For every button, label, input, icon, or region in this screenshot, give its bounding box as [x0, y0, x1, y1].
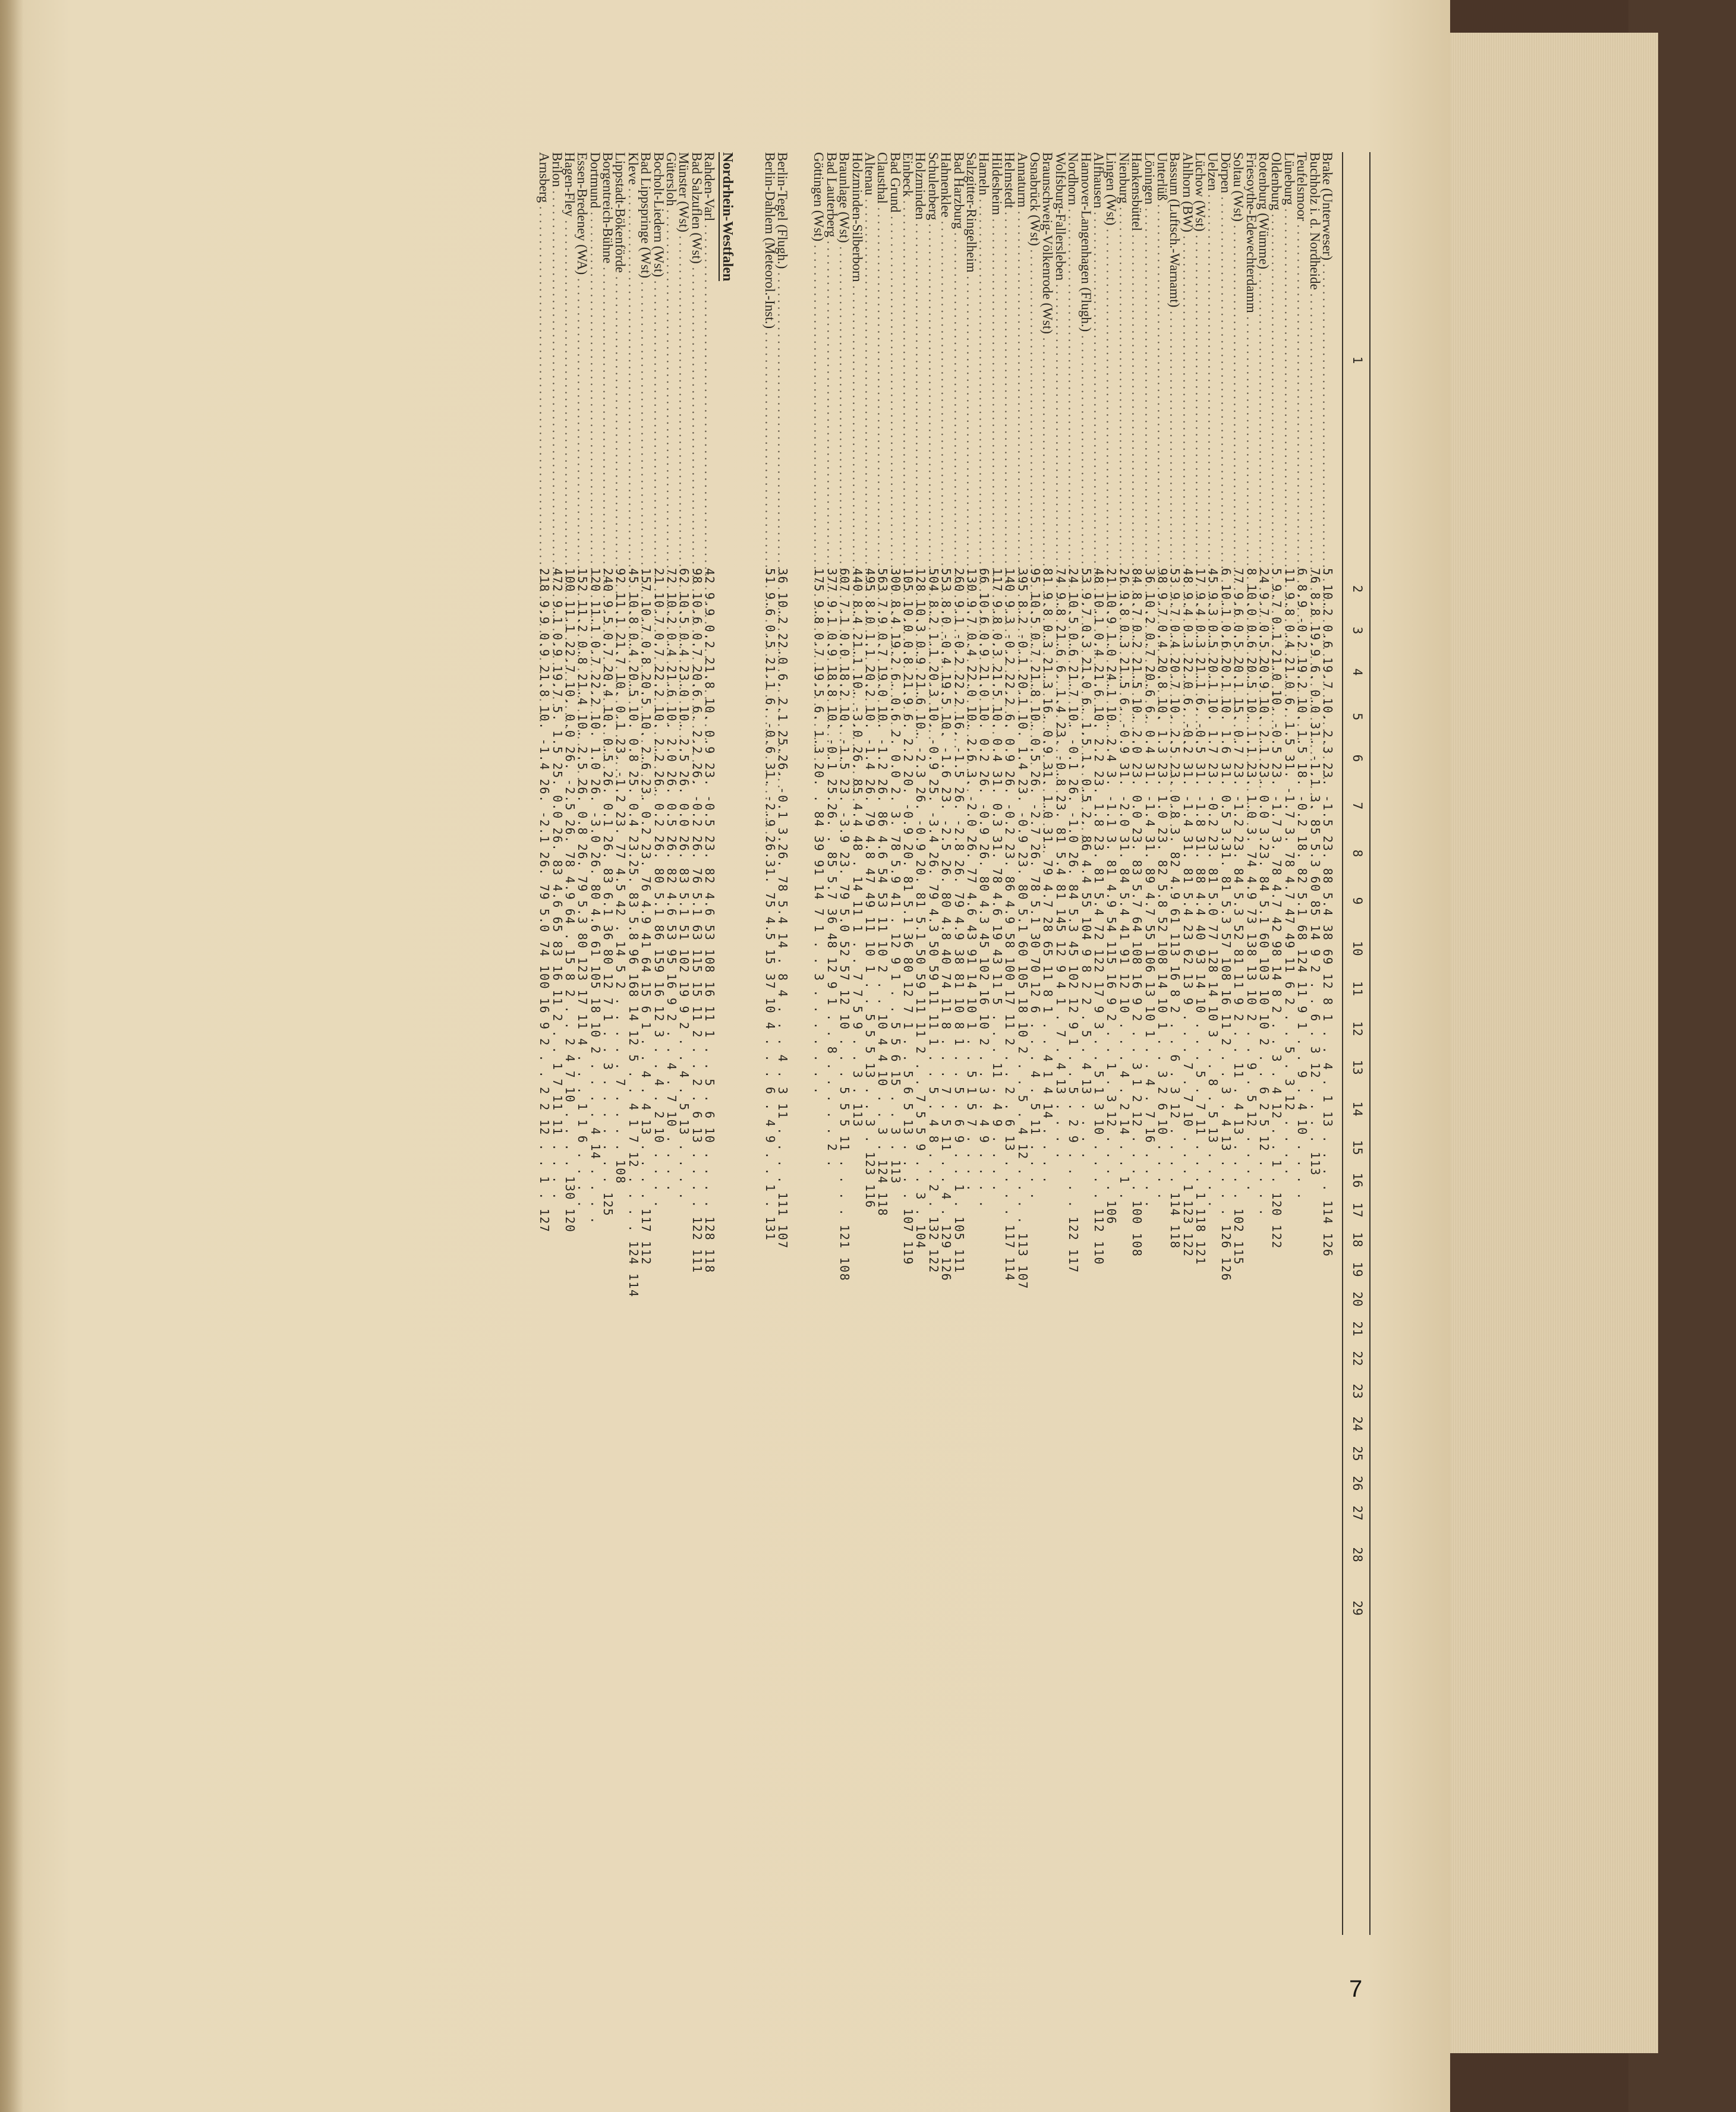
station-values: 48 9.4 0.3 22.0 6. -0.2 31. -1.4 31. 81 5.4 23 62 13 9 . . . 7 . 7 10 . . . 1 123 122	[1180, 568, 1195, 1257]
column-number: 22	[1350, 1351, 1365, 1366]
station-values: 120 11.1 0.7 22.2 10. 1.0 26. -3.0 26. 80 4.6 61 105 18 10 2 . . . . 4 14 . . . .	[588, 568, 603, 1225]
station-name: Berlin-Dahlem (Meteorol.-Inst.) . . .	[763, 152, 776, 568]
group-spacer	[789, 152, 812, 1935]
station-name: Hameln . . .	[978, 152, 990, 568]
station-values: 504 8.2 1.1 20.3 10. -0.9 25. -3.4 26. 79 4.3 50 59 11 11 1 . . 5 . 4 8 . . 2 . 132 122	[926, 568, 941, 1273]
table-row	[1181, 152, 1193, 1935]
station-name: Altenau . . .	[864, 152, 876, 568]
page-block-edge	[1438, 33, 1658, 2053]
station-group-berlin	[763, 152, 789, 1935]
station-name: Brilon . . .	[550, 152, 563, 568]
table-row	[601, 152, 614, 1935]
table-row	[876, 152, 889, 1935]
station-name: Münster (Wst) . . .	[678, 152, 690, 568]
station-name: Helmstedt . . .	[1003, 152, 1016, 568]
station-values: 84 8.7 0.2 21.5 10. 2.0 23. 0.0 23. 83 5.7 64 108 16 9 2 . . 3 1 2 12 . . . . 100 108	[1130, 568, 1145, 1257]
station-values: 53 9.7 0.4 20.7 10. 2.5 23. 0.8 3. 82 4.9 61 113 16 8 2 . . 6 . 3 12 . . . . 114 118	[1168, 568, 1183, 1249]
column-number: 12	[1350, 1021, 1365, 1036]
station-values: 377 9.1 0.9 18.8 10. -0.1 25.26. . 85 5.7 36 48 12 9 1 . . 8 . . . . . 2 .	[824, 568, 839, 1168]
station-name: Uelzen . . .	[1206, 152, 1219, 568]
column-number: 17	[1350, 1202, 1365, 1218]
station-group-nordrhein-westfalen	[538, 152, 716, 1935]
station-name: Bocholt-Liedern (Wst) . . .	[652, 152, 664, 568]
station-values: 300 8.4 19.2 6. 0.6 2. 0.0 2. 3. 78 5.9 41 . 12 9 1 . . 5 5 6 15 . . 3 . 113	[888, 568, 903, 1184]
station-values: 117 9.8 0.3 21.5 10. 0.4 31. 0.3 31. 78 4.6 19 43 11 5 . . . 11 . 4 9 . . . .	[990, 568, 1004, 1193]
station-values: 21 10.9 1.0 24.1 10. 2.4 3. -1.1 3. 81 4.9 54 115 16 9 2 . . 1 . 3 12 . . . . 106	[1104, 568, 1119, 1225]
table-row	[825, 152, 837, 1935]
table-row	[1194, 152, 1206, 1935]
station-name: Einbeck . . .	[902, 152, 914, 568]
station-name: Nienburg . . .	[1117, 152, 1130, 568]
station-name: Nordhorn . . .	[1067, 152, 1079, 568]
station-values: 45 10.8 0.4 20.5 10. 0.8 25. 0.4 23.25. 83 5.8 96 168 14 12 5 . . 4 1 7 12 . . . . 124 114	[626, 568, 641, 1298]
station-name: Lippstadt-Bökenförde . . .	[614, 152, 626, 568]
table-row	[1079, 152, 1092, 1935]
station-name: Kleve . . .	[626, 152, 639, 568]
column-number: 20	[1350, 1291, 1365, 1307]
table-row	[1143, 152, 1155, 1935]
column-number: 11	[1350, 981, 1365, 997]
station-name: Holzminden-Silberborn . . .	[850, 152, 863, 568]
column-number: 2	[1350, 585, 1365, 593]
column-number: 18	[1350, 1232, 1365, 1247]
column-number: 14	[1350, 1101, 1365, 1117]
station-name: Teufelsmoor . . .	[1296, 152, 1308, 568]
table-row	[1067, 152, 1079, 1935]
table-row	[665, 152, 678, 1935]
station-values: 395 8.2 -0.1 20.1 10. 1.4 23. -0.9 23. 80 5.1 60 105 18 10 2 . . 5 . 4 12 . . . . 113 107	[1015, 568, 1030, 1290]
station-name: Bad Lauterberg . . .	[825, 152, 837, 568]
table-row	[927, 152, 940, 1935]
table-row	[563, 152, 576, 1935]
table-row	[978, 152, 990, 1935]
table-row	[652, 152, 664, 1935]
climate-data-table	[75, 152, 1370, 1935]
table-row	[1168, 152, 1181, 1935]
station-name: Lingen (Wst) . . .	[1105, 152, 1117, 568]
table-row	[678, 152, 690, 1935]
table-row	[952, 152, 965, 1935]
column-number: 29	[1350, 1600, 1365, 1616]
column-number: 26	[1350, 1476, 1365, 1491]
column-number: 9	[1350, 897, 1365, 905]
group-spacer	[739, 152, 763, 1935]
station-name: Bad Lippspringe (Wst) . . .	[639, 152, 652, 568]
station-values: 98 9.7 0.4 20.8 10. 1.3 23. 1.0 23. 82 5.8 52 108 14 10 1 . . 3 2 6 10 . . . .	[1155, 568, 1170, 1200]
station-values: 5 10.2 0.6 19.7 10. 2.3 23. -1.5 23. 88 5.4 38 69 12 8 1 . . 4 . 1 13 . . . . 114 126	[1321, 568, 1335, 1257]
station-values: 36 10.2 0.7 20.6 6. 0.4 31. -1.4 31. 89 4.7 55 106 13 10 1 . . 4 . 7 16 . . . .	[1142, 568, 1157, 1209]
section-title: Nordrhein-Westfalen	[720, 152, 736, 282]
column-header-row	[1347, 152, 1365, 1635]
station-name: Bad Salzuflen (Wst) . . .	[690, 152, 702, 568]
table-row	[1308, 152, 1321, 1935]
station-name: Arnsberg . . .	[538, 152, 550, 568]
station-values: 11 9.8 0.4 21.0 6. 1.5 31. -1.7 3. 78 4.7 47 49 11 6 2 . . 5 . 3 12 . . . .	[1282, 568, 1297, 1177]
column-number: 6	[1350, 754, 1365, 762]
station-values: 17 9.4 0.3 21.1 6. -0.5 31. -1.8 31. 88 4.4 40 93 14 10 . . . 5 . 7 11 . . . 1 118 121	[1193, 568, 1208, 1266]
table-row	[864, 152, 876, 1935]
station-values: 66 10.6 0.9 21.0 10. 0.2 26. -0.9 26. 80 4.3 45 102 16 10 2 . . 3 . 4 9 . . . .	[977, 568, 992, 1209]
station-values: 42 9.9 0.2 21.8 10. 0.9 23. -0.5 23. 82 4.6 53 108 16 11 1 . . 5 . 6 10 . . . . 128 118	[702, 568, 717, 1273]
table-row	[1092, 152, 1105, 1935]
table-row	[914, 152, 927, 1935]
station-name: Hildesheim . . .	[990, 152, 1003, 568]
station-values: 140 9.3 -0.2 22.2 6. 0.9 26. -0.2 23. 86 4.9 58 100 17 11 2 . . 2 . 6 13 . . . . 117 114	[1003, 568, 1017, 1282]
station-values: 472 9.1 0.9 19.7 5. 1.5 25. 0.0 26. 83 4.6 65 83 16 11 2 . . 1 7 11 11 . . . .	[550, 568, 565, 1200]
column-number: 28	[1350, 1547, 1365, 1562]
column-number: 25	[1350, 1446, 1365, 1461]
table-row	[965, 152, 978, 1935]
table-row	[902, 152, 914, 1935]
table-row	[639, 152, 652, 1935]
station-values: 24 9.7 0.5 20.9 10. 2.1 23. 0.0 3.23. 84 5.1 60 103 10 10 2 . . 6 2 5 12 . . . .	[1257, 568, 1272, 1217]
column-number: 23	[1350, 1383, 1365, 1399]
station-values: 24 10.5 0.6 21.7 10. -0.1 26. -1.0 26. 84 5.3 45 102 12 9 1 . . 5 . 2 9 . . . . 122 117	[1066, 568, 1081, 1273]
column-number: 1	[1350, 356, 1365, 364]
station-name: Buchholz i. d. Nordheide . . .	[1308, 152, 1321, 568]
table-row	[1130, 152, 1143, 1935]
station-values: 77 9.6 0.5 20.1 15. 0.7 23. -1.2 23. 84 5.3 52 81 11 9 2 . . 11 . 4 13 . . . . 102 115	[1231, 568, 1246, 1266]
column-number: 7	[1350, 802, 1365, 810]
table-row	[889, 152, 901, 1935]
station-name: Hannover-Langenhagen (Flugh.) . . .	[1079, 152, 1092, 568]
station-name: Osnabrück (Wst) . . .	[1029, 152, 1041, 568]
table-row	[1206, 152, 1219, 1935]
station-name: Rotenburg (Wümme) . . .	[1258, 152, 1270, 568]
station-values: 92 11.1 21.7 10. 0.1 23. -1.2 23. 77 4.5 42 . 14 5 2 . . . . . 7 . . . . 108	[613, 568, 628, 1184]
station-name: Schulenberg . . .	[927, 152, 940, 568]
station-name: Lüneburg . . .	[1283, 152, 1295, 568]
column-number: 10	[1350, 941, 1365, 956]
table-row	[850, 152, 863, 1935]
station-values: 76 8.8 19.9 6. 0.0 31. -1.1 3. 85 5.3 60 85 14 9 2 . . 6 . 3 12 . . . . 113	[1307, 568, 1322, 1177]
station-name: Hankensbüttel . . .	[1130, 152, 1143, 568]
station-name: Ahlhorn (BW) . . .	[1181, 152, 1193, 568]
table-row	[1105, 152, 1117, 1935]
column-number: 16	[1350, 1172, 1365, 1188]
column-number: 4	[1350, 668, 1365, 676]
table-row	[703, 152, 716, 1935]
column-number: 19	[1350, 1262, 1365, 1277]
station-values: 62 10.5 0.4 23.0 10. 2.5 26. 0.0 26. 83 5.1 51 102 19 9 2 . . 4 . 5 13 . . . .	[677, 568, 692, 1200]
table-body	[538, 152, 1334, 1935]
column-number: 13	[1350, 1060, 1365, 1075]
station-name: Dörpen . . .	[1219, 152, 1231, 568]
station-values: 8 10.0 0.6 20.5 10. 1.1 23. 1.0 3. 74 4.9 73 138 13 10 2 . . 9 . 5 12 . . . .	[1244, 568, 1259, 1193]
station-values: 26 9.8 0.3 21.5 6. -0.9 31. -2.0 31. 84 5.4 41 91 12 10 . . . 4 . 2 14 . . 1 .	[1117, 568, 1132, 1200]
station-name: Hahnenklee . . .	[940, 152, 952, 568]
table-row	[1029, 152, 1041, 1935]
station-values: 553 8.0 -0.4 19.5 10. -1.6 23. -2.5 26. 80 4.8 40 74 11 8 . . . 7 . 5 11 . . 4 . 129 126	[939, 568, 954, 1282]
station-name: Gütersloh . . .	[665, 152, 678, 568]
table-row	[1283, 152, 1295, 1935]
station-values: 6 10.1 0.6 20.1 10. 1.6 31. 0.5 3.31. 81 5.3 57 108 16 11 2 . . 3 . 4 13 . . . . 126 126	[1218, 568, 1233, 1282]
table-row	[614, 152, 626, 1935]
station-name: Braunschweig-Völkenrode (Wst) . . .	[1041, 152, 1054, 568]
header-rule-bottom	[1342, 152, 1343, 1935]
table-row	[812, 152, 825, 1935]
station-values: 95 10.5 0.7 21.8 10. 0.5 26. -2.7 26. 78 5.1 30 70 12 6 . . . 4 . 5 11 . . . .	[1028, 568, 1043, 1200]
table-row	[588, 152, 601, 1935]
station-values: 175 9.8 0.7 19.5 6. 1.3 20. . 84 39 91 14 7 1 . . 3 . . . . . . .	[812, 568, 827, 1095]
station-values: 36 10.2 22.0 6. 2.1 25.26. -0.1 3.26. 78 5.4 14 . 8 4 . . . 4 . 3 11 . . . . 111 107	[775, 568, 790, 1249]
table-row	[1156, 152, 1168, 1935]
station-name: Dortmund . . .	[588, 152, 601, 568]
table-row	[1219, 152, 1231, 1935]
station-name: Unterlüß . . .	[1156, 152, 1168, 568]
station-name: Löningen . . .	[1143, 152, 1155, 568]
station-values: 260 9.1 -0.2 22.2 16. -1.5 26. -2.8 26. 79 4.9 38 81 10 8 1 . . 5 . 6 9 . . 1 . 105 111	[952, 568, 966, 1273]
table-row	[1321, 152, 1334, 1935]
table-row	[1270, 152, 1283, 1935]
column-number: 3	[1350, 626, 1365, 635]
table-row	[1258, 152, 1270, 1935]
station-values: 440 8.4 21.1 10. -3.0 26. 85 4.4 48 . 14 11 1 . . 7 7 5 9 . . 3 . 113	[850, 568, 865, 1128]
station-values: 240 9.5 0.7 20.4 10. 0.5 26. 0.1 26. 83 6.1 36 80 12 7 1 . . 3 . . . . . . . 125	[601, 568, 616, 1217]
station-name: Berlin-Tegel (Flugh.) . . .	[776, 152, 789, 568]
station-values: 72 10.2 0.4 21.6 10. 2.0 26. 0.5 26. 82 4.6 53 95 16 9 2 . . 4 . 7 10 . . . .	[664, 568, 679, 1193]
column-number: 24	[1350, 1416, 1365, 1432]
table-row	[776, 152, 789, 1935]
station-values: 130 9.7 0.4 22.0 10. 2.6 3. -2.0 26. 77 4.6 43 91 14 10 1 . . 5 1 5 7 . . . .	[965, 568, 979, 1193]
station-name: Annaturm . . .	[1016, 152, 1028, 568]
table-row	[626, 152, 639, 1935]
station-name: Rahden-Varl . . .	[703, 152, 716, 568]
station-group-niedersachsen	[812, 152, 1334, 1935]
station-values: 98 10.6 0.7 20.6 6. 2.2 26. -0.2 26. 76 5.1 63 115 15 11 2 . . 2 . 6 13 . . . . 122 111	[689, 568, 704, 1273]
station-name: Bad Harzburg . . .	[952, 152, 965, 568]
station-values: 495 8.0 1.1 20.2 10. -1.4 26. 79 4.8 47 49 11 10 1 . . 5 5 5 13 . . 3 . 123 116	[862, 568, 877, 1209]
station-name: Göttingen (Wst) . . .	[812, 152, 825, 568]
table-row	[1003, 152, 1016, 1935]
station-values: 128 10.3 0.9 21.6 10. -2.3 26. -0.9 20. 81 5.1 50 59 11 11 2 . . 7 5 5 9 . . 3 . 104	[913, 568, 928, 1249]
table-row	[763, 152, 776, 1935]
column-number: 15	[1350, 1140, 1365, 1155]
table-row	[538, 152, 550, 1935]
station-name: Brake (Unterweser) . . .	[1321, 152, 1334, 568]
station-values: 218 9.9 0.9 21.8 10. -1.4 26. -2.1 26. 79 5.0 74 100 16 9 2 . . 2 2 12 . . 1 . 127	[537, 568, 552, 1233]
station-name: Bad Grund . . .	[889, 152, 901, 568]
header-rule-top	[1369, 152, 1370, 1935]
station-name: Clausthal . . .	[876, 152, 889, 568]
section-heading	[716, 152, 739, 1935]
station-values: 607 7.1 0.0 18.2 10. -1.5 23. -3.9 23. 79 5.0 52 57 12 10 . . . 5 5 5 11 . . . . 121 108	[837, 568, 852, 1282]
table-row	[1016, 152, 1028, 1935]
station-name: Borgentreich-Bühne . . .	[601, 152, 614, 568]
station-name: Salzgitter-Ringelheim . . .	[965, 152, 978, 568]
column-number: 21	[1350, 1321, 1365, 1336]
table-row	[1041, 152, 1054, 1935]
station-values: 5 9.7 0.1 21.0 10. -0.5 23. -1.7 3. 78 4.7 42 98 14 8 2 . . 3 . 4 12 . . 1 . 120 122	[1269, 568, 1284, 1249]
station-values: 6 8.9 -0.2 19.2 10. 1.5 18. -0.2 18. 82 5.1 68 124 11 9 1 . . 9 . 4 10 . . . .	[1295, 568, 1310, 1200]
station-name: Essen-Bredeney (WA) . . .	[576, 152, 588, 568]
table-row	[940, 152, 952, 1935]
station-values: 51 9.6 0.5 21.1 6. -0.6 31. -2.9 26.31. 75 4.5 15 37 10 4 . . . 6 . 4 9 . . 1 . 131	[763, 568, 777, 1241]
station-name: Wolfsburg-Fallersleben . . .	[1054, 152, 1066, 568]
page-number: 7	[1349, 1976, 1363, 2002]
station-name: Friesoythe-Edewechterdamm . . .	[1244, 152, 1257, 568]
station-name: Lüchow (Wst) . . .	[1194, 152, 1206, 568]
table-row	[1054, 152, 1066, 1935]
station-values: 45 9.3 0.5 20.1 10. 1.7 23. -0.2 23. 81 5.0 77 128 14 10 3 . . 8 . 5 13 . . . .	[1206, 568, 1221, 1209]
table-row	[550, 152, 563, 1935]
table-row	[1244, 152, 1257, 1935]
table-row	[838, 152, 850, 1935]
station-name: Alfhausen . . .	[1092, 152, 1105, 568]
station-name: Soltau (Wst) . . .	[1232, 152, 1244, 568]
station-values: 74 9.8 21.6 6. 1.4 23. -0.8 23. 81 5.4 81 145 12 9 4 1 . 7 . 4 13 . . . .	[1053, 568, 1068, 1160]
station-name: Bassum (Luftsch.-Warnamt) . . .	[1168, 152, 1181, 568]
station-values: 48 10.1 0.4 21.6 10. 2.2 23. 1.8 23. 81 5.4 72 122 17 9 3 . . 5 1 3 10 . . . . 112 110	[1091, 568, 1106, 1266]
station-values: 152 11.2 0.8 21.4 10. 2.5 26. 0.8 26. 79 5.3 80 123 17 11 4 . . . 1 1 6 . . . .	[575, 568, 590, 1209]
column-number: 27	[1350, 1505, 1365, 1521]
column-number: 8	[1350, 849, 1365, 858]
station-name: Holzminden . . .	[914, 152, 927, 568]
station-name: Oldenburg . . .	[1270, 152, 1283, 568]
station-name: Braunlage (Wst) . . .	[838, 152, 850, 568]
column-number: 5	[1350, 713, 1365, 721]
station-values: 53 9.7 0.3 21.0 6. 1.5 1. 0.5 2. 86 4.4 55 104 9 8 2 2 . 5 . 4 13 . . . .	[1079, 568, 1094, 1160]
spine-shadow	[0, 0, 24, 2112]
station-values: 81 9.8 0.3 21.3 16. 0.9 31. 1.0 31. 79 4.7 28 65 11 8 1 . . 4 1 4 14 . . . .	[1041, 568, 1056, 1184]
station-values: 21 10.7 0.7 22.2 10. 2.2 26. 0.2 26. 80 5.1 86 159 16 12 3 . . 4 . 2 10 . . . .	[651, 568, 666, 1209]
table-row	[576, 152, 588, 1935]
station-values: 100 11.1 22.7 10. 0.0 26. -2.5 26. 78 4.9 64 . 15 8 2 . . 2 4 7 10 . . . . 130 120	[562, 568, 577, 1233]
table-row	[990, 152, 1003, 1935]
station-values: 157 10.7 0.8 20.5 10. 2.6 23. 0.2 23. 76 4.9 41 64 15 6 1 . . 4 . 4 13 . . . . 117 112	[639, 568, 654, 1266]
table-row	[690, 152, 702, 1935]
table-row	[1117, 152, 1130, 1935]
station-values: 563 7.9 0.7 19.0 10. -1.2 26. 86 4.6 54 53 11 10 2 . . 10 4 4 10 . . 3 . 124 118	[875, 568, 890, 1217]
table-row	[1232, 152, 1244, 1935]
station-values: 105 10.0 0.8 21.9 6. 2.2 20. -0.9 20. 81 5.1 36 80 12 7 1 . . 5 6 5 13 . . . . 107 119	[901, 568, 916, 1266]
table-row	[1296, 152, 1308, 1935]
station-name: Hagen-Fley . . .	[563, 152, 576, 568]
